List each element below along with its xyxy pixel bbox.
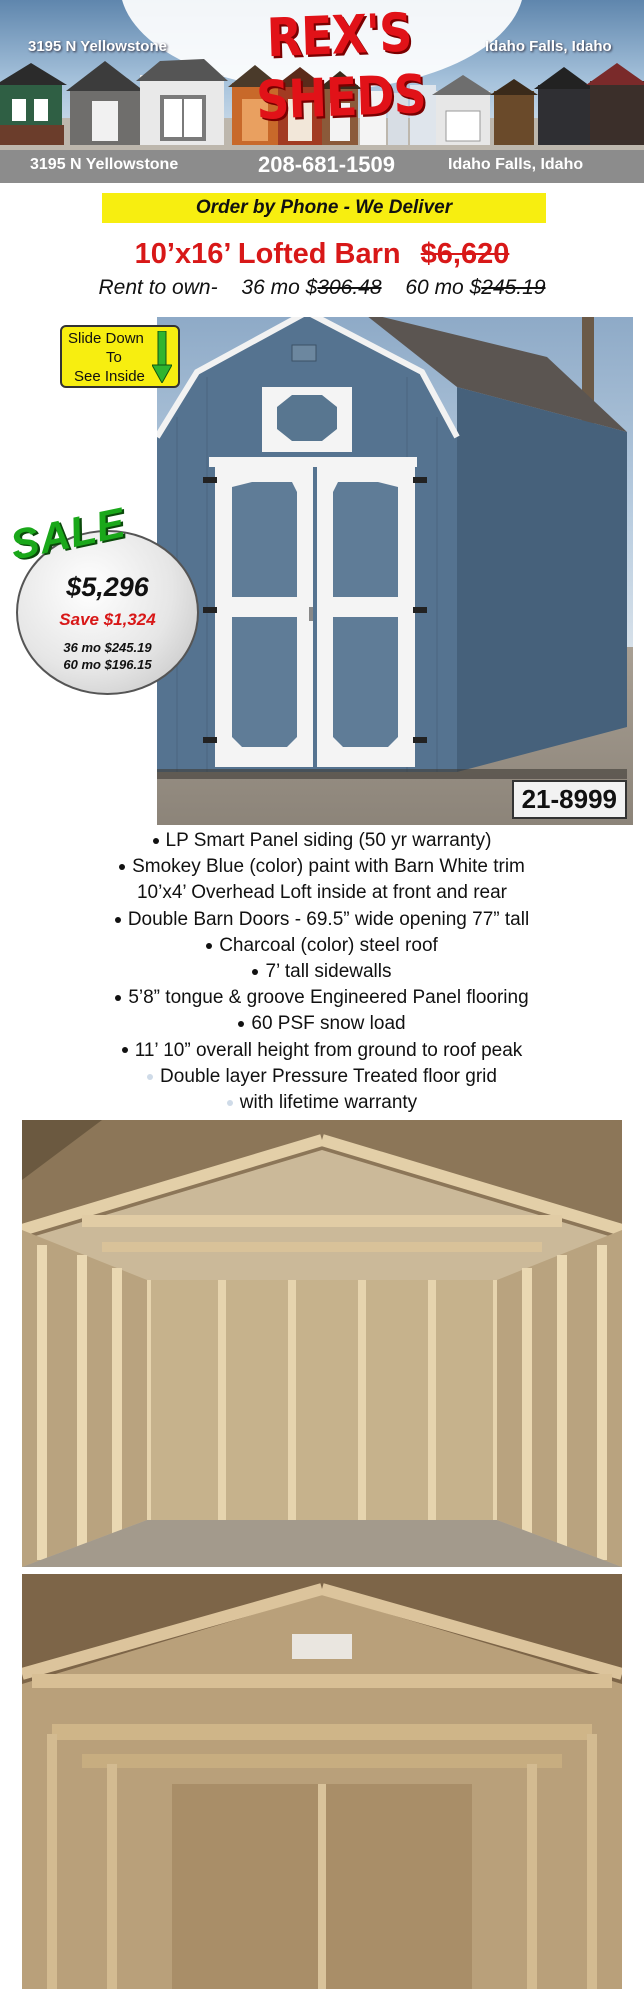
rent-60-value: 245.19 — [481, 276, 546, 299]
rent-label: Rent to own- — [98, 276, 218, 299]
list-item: 11’ 10” overall height from ground to roof peak — [0, 1038, 644, 1064]
product-title: 10’x16’ Lofted Barn — [134, 238, 401, 270]
list-item: Double Barn Doors - 69.5” wide opening 77” tall — [0, 907, 644, 933]
feature-list — [0, 828, 644, 1116]
bullet-icon — [115, 995, 121, 1001]
list-item: 10’x4’ Overhead Loft inside at front and rear — [136, 882, 508, 904]
bullet-icon — [153, 838, 159, 844]
interior-back-wall-graphic — [22, 1120, 622, 1567]
list-item: 60 PSF snow load — [0, 1011, 644, 1037]
header-address: 3195 N Yellowstone — [28, 38, 167, 55]
rent-60-label: 60 mo $ — [405, 276, 482, 299]
bullet-icon — [238, 1021, 244, 1027]
contact-phone[interactable]: 208-681-1509 — [258, 152, 396, 177]
list-item: Double layer Pressure Treated floor grid — [0, 1064, 644, 1090]
header-city: Idaho Falls, Idaho — [485, 38, 612, 55]
list-price: $6,620 — [420, 238, 510, 270]
bullet-icon — [122, 1047, 128, 1053]
sale-savings: Save $1,324 — [59, 610, 156, 629]
order-by-phone-banner: Order by Phone - We Deliver — [102, 193, 546, 223]
slide-note-line3: See Inside — [74, 368, 145, 385]
interior-front-doors-graphic — [22, 1574, 622, 1989]
list-item: with lifetime warranty — [0, 1090, 644, 1116]
down-arrow-icon — [152, 331, 172, 383]
list-item: LP Smart Panel siding (50 yr warranty) — [0, 828, 644, 854]
shed-photo — [157, 317, 633, 825]
sale-rent-60: 60 mo $196.15 — [63, 657, 152, 672]
rent-to-own-row — [0, 276, 644, 300]
sale-rent-36: 36 mo $245.19 — [63, 640, 152, 655]
product-title-row — [0, 238, 644, 271]
bullet-icon — [227, 1100, 233, 1106]
rent-36-value: 306.48 — [317, 276, 382, 299]
sale-word: SALE — [6, 498, 130, 569]
lofted-barn-graphic — [157, 317, 633, 825]
contact-address: 3195 N Yellowstone — [30, 156, 179, 173]
slide-note-line1: Slide Down — [68, 330, 144, 347]
brand-logo — [205, 1, 475, 132]
contact-city: Idaho Falls, Idaho — [448, 156, 584, 173]
header-banner — [0, 0, 644, 183]
stock-number: 21-8999 — [512, 780, 627, 819]
sale-price: $5,296 — [66, 572, 149, 602]
rent-36-label: 36 mo $ — [241, 276, 318, 299]
sale-badge — [6, 498, 199, 695]
slide-down-note — [60, 325, 180, 388]
interior-photo-front-doors — [22, 1574, 622, 1989]
bullet-icon — [206, 943, 212, 949]
bullet-icon — [147, 1074, 153, 1080]
bullet-icon — [119, 864, 125, 870]
list-item: 7’ tall sidewalls — [0, 959, 644, 985]
list-item: Charcoal (color) steel roof — [0, 933, 644, 959]
slide-note-line2: To — [106, 349, 122, 366]
list-item: Smokey Blue (color) paint with Barn White trim — [0, 854, 644, 880]
bullet-icon — [252, 969, 258, 975]
list-item: 5’8” tongue & groove Engineered Panel flooring — [0, 985, 644, 1011]
interior-photo-back-wall — [22, 1120, 622, 1567]
bullet-icon — [115, 917, 121, 923]
brand-title: REX'S SHEDS — [255, 1, 427, 132]
